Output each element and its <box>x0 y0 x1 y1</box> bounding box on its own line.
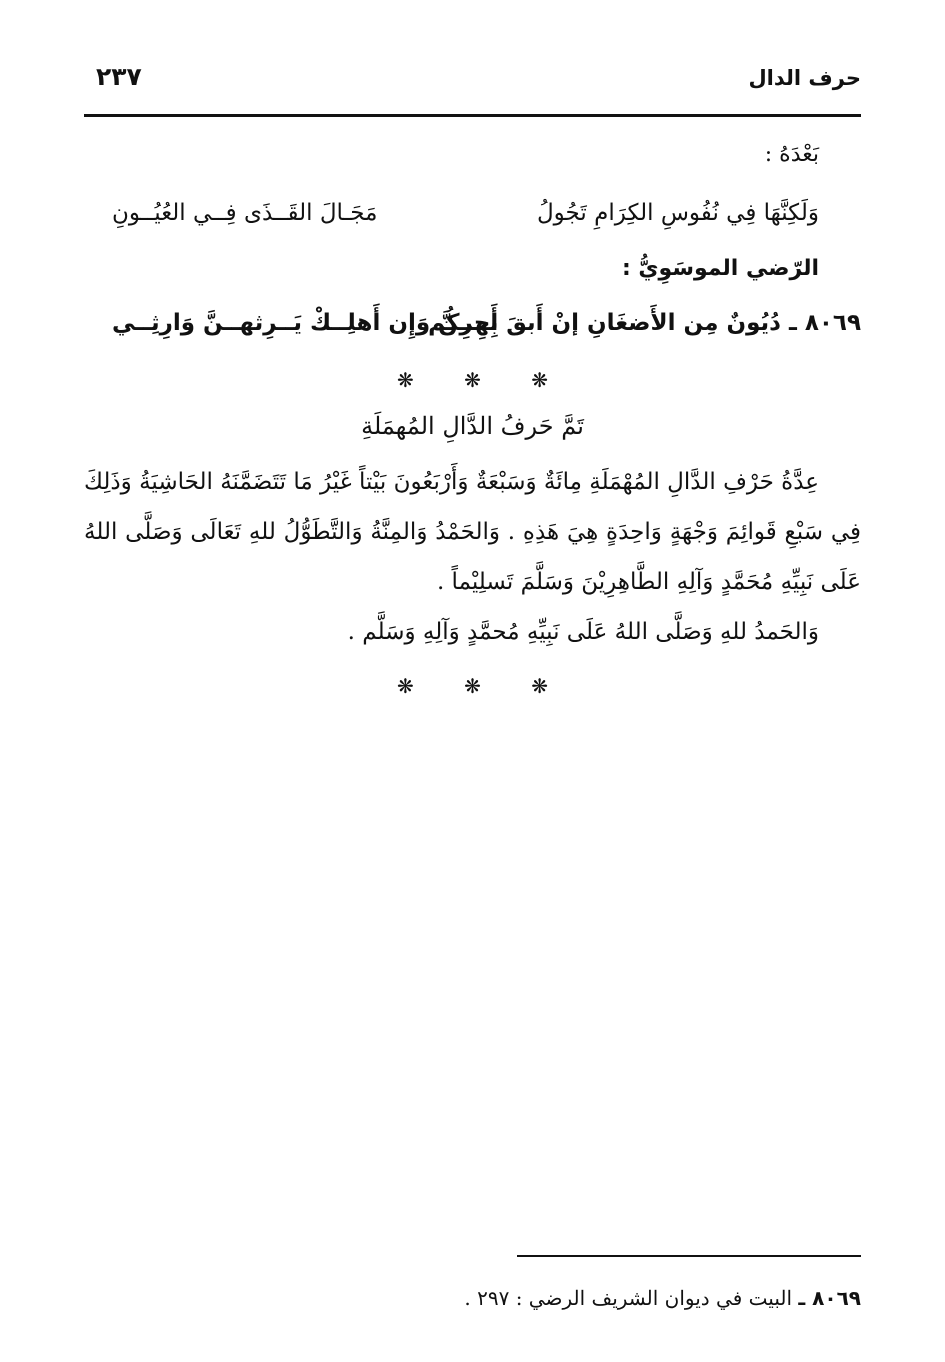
intro-label: بَعْدَهُ : <box>764 142 819 167</box>
end-divider: ❋ ❋ ❋ <box>397 674 570 698</box>
closing-title: تَمَّ حَرفُ الدَّالِ المُهمَلَةِ <box>361 412 584 440</box>
running-title: حرف الدال <box>748 66 861 90</box>
verse-second-hemistich: بِهِــنَّ وَإِن أَهلِــكْ يَــرِثهــنَّ وَارِثِــي <box>112 310 499 336</box>
page-header <box>84 62 861 102</box>
section-divider: ❋ ❋ ❋ <box>397 368 570 392</box>
numbered-verse-line <box>112 306 861 340</box>
poet-label: الرّضي الموسَوِيُّ : <box>621 256 819 281</box>
verse-first-hemistich: وَلَكِنَّهَا فِي نُفُوسِ الكِرَامِ تَجُولُ <box>536 200 819 226</box>
praise-line: وَالحَمدُ للهِ وَصَلَّى اللهُ عَلَى نَبِيِّهِ مُحمَّدٍ وَآلِهِ وَسَلَّم . <box>347 619 819 645</box>
page-number: ٢٣٧ <box>96 62 142 91</box>
verse-line <box>112 196 819 230</box>
footnote-rule <box>517 1255 861 1257</box>
footnote-number: ٨٠٦٩ ـ <box>798 1286 861 1310</box>
footnote-text: البيت في ديوان الشريف الرضي : ٢٩٧ . <box>464 1286 792 1310</box>
verse-first-hemistich: ٨٠٦٩ ـ دُيُونٌ مِن الأَضغَانِ إنْ أَبقَ أَجرِكُم <box>428 310 861 336</box>
verse-second-hemistich: مَجَـالَ القَــذَى فِــي العُيُــونِ <box>112 200 378 226</box>
footnote <box>84 1284 861 1312</box>
header-rule <box>84 114 861 117</box>
closing-paragraph: عِدَّةُ حَرْفِ الدَّالِ المُهْمَلَةِ مِائَةٌ وَسَبْعَةٌ وَأَرْبَعُونَ بَيْتاً غَيْرُ مَا تَتَضَمَّنَهُ الحَاشِيَةُ وَذَلِكَ فِي سَبْعِ قَوائِمَ وَجْهَةٍ وَاحِدَةٍ هِيَ هَذِهِ . وَالحَمْدُ وَالمِنَّةُ وَالتَّطَوُّلُ للهِ تَعَالَى وَصَلَّى اللهُ عَلَى نَبِيِّهِ مُحَمَّدٍ وَآلِهِ الطَّاهِرِيْنَ وَسَلَّمَ تَسلِيْماً . <box>84 469 861 595</box>
